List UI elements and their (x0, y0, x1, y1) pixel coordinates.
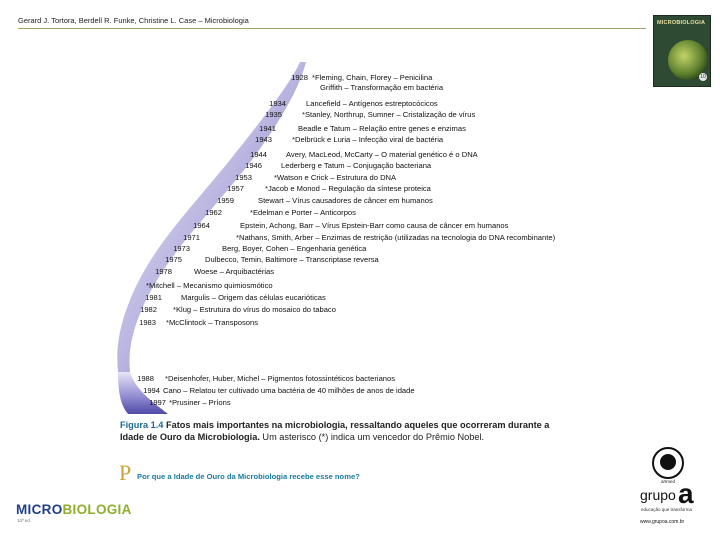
question-marker: P (119, 460, 132, 485)
timeline-event: *Nathans, Smith, Arber – Enzimas de restrição (utilizadas na tecnologia do DNA recombinante) (236, 233, 556, 242)
timeline-year: 1994 (143, 386, 160, 395)
timeline-year: 1935 (265, 110, 282, 119)
timeline-year: 1957 (227, 184, 244, 193)
artmed-seal-icon (652, 447, 684, 484)
timeline-year: 1983 (139, 318, 156, 327)
header-text: Gerard J. Tortora, Berdell R. Funke, Christine L. Case – Microbiologia (18, 16, 249, 25)
cover-edition-badge: 10 (700, 74, 706, 80)
timeline-year: 1971 (183, 233, 200, 242)
timeline-event: Epstein, Achong, Barr – Vírus Epstein-Barr como causa de câncer em humanos (240, 221, 509, 230)
brand-micro: MICRO (16, 502, 63, 517)
caption-label: Figura 1.4 (120, 420, 164, 430)
timeline-event: Berg, Boyer, Cohen – Engenharia genética (222, 244, 367, 253)
timeline-event: Avery, MacLeod, McCarty – O material genético é o DNA (286, 150, 478, 159)
timeline-event: Margulis – Origem das células eucarióticas (181, 293, 326, 302)
timeline-event: Dulbecco, Temin, Baltimore – Transcriptase reversa (205, 255, 379, 264)
timeline-event: Beadle e Tatum – Relação entre genes e enzimas (298, 124, 466, 133)
publisher-grupo: grupo (640, 487, 676, 503)
timeline-event: Lederberg e Tatum – Conjugação bacteriana (281, 161, 432, 170)
timeline-year: 1975 (165, 255, 182, 264)
brand-logo (16, 502, 132, 517)
timeline-event: *Edelman e Porter – Anticorpos (250, 208, 356, 217)
timeline-year: 1962 (205, 208, 222, 217)
timeline-event: *Klug – Estrutura do vírus do mosaico do tabaco (173, 305, 336, 314)
timeline-event: Woese – Arquibactérias (194, 267, 275, 276)
seal-inner (660, 454, 676, 470)
seal-text: artmed (660, 479, 675, 484)
figure-caption (120, 419, 560, 443)
timeline-year: 1934 (269, 99, 286, 108)
timeline-year: 1959 (217, 196, 234, 205)
timeline-event: Griffith – Transformação em bactéria (320, 83, 444, 92)
caption-plain: Um asterisco (*) indica um vencedor do Prêmio Nobel. (259, 432, 485, 442)
timeline-event: *Prusiner – Príons (169, 398, 231, 407)
timeline-event: Lancefield – Antígenos estreptocócicos (306, 99, 438, 108)
timeline-year: 1973 (173, 244, 190, 253)
timeline-event: *Mitchell – Mecanismo quimiosmótico (146, 281, 273, 290)
timeline-year: 1928 (291, 73, 308, 82)
timeline-event: Stewart – Vírus causadores de câncer em humanos (258, 196, 433, 205)
brand-bio: BIOLOGIA (62, 502, 132, 517)
question-text: Por que a Idade de Ouro da Microbiologia recebe esse nome? (137, 472, 360, 481)
timeline-year: 1941 (259, 124, 276, 133)
timeline-year: 1982 (140, 305, 157, 314)
timeline-year: 1943 (255, 135, 272, 144)
timeline-event: *Fleming, Chain, Florey – Penicilina (312, 73, 433, 82)
timeline-event: Cano – Relatou ter cultivado uma bactéria de 40 milhões de anos de idade (163, 386, 415, 395)
timeline-year: 1946 (245, 161, 262, 170)
timeline-event: *Deisenhofer, Huber, Michel – Pigmentos fotossintéticos bacterianos (165, 374, 396, 383)
publisher-tagline: educação que transforma (641, 507, 693, 512)
timeline-year: 1953 (235, 173, 252, 182)
caption-bold: Fatos mais importantes na microbiologia, ressaltando aqueles que ocorreram durante a Idade de Ouro da Microbiologia. (120, 420, 550, 442)
timeline-year: 1978 (155, 267, 172, 276)
timeline-event: *Jacob e Monod – Regulação da síntese proteica (265, 184, 431, 193)
timeline-event: *Watson e Crick – Estrutura do DNA (274, 173, 397, 182)
timeline-year: 1964 (193, 221, 210, 230)
timeline-event: *McClintock – Transposons (166, 318, 259, 327)
brand-edition: 10ª ed. (17, 518, 32, 523)
publisher-a: a (678, 478, 694, 509)
timeline-year: 1997 (149, 398, 166, 407)
publisher-url: www.grupoa.com.br (640, 519, 685, 525)
timeline-year: 1981 (145, 293, 162, 302)
cover-title: MICROBIOLOGIA (657, 20, 706, 26)
timeline-year: 1988 (137, 374, 154, 383)
timeline-event: *Stanley, Northrup, Sumner – Cristalização de vírus (302, 110, 476, 119)
timeline-event: *Delbrück e Luria – Infecção viral de bactéria (292, 135, 444, 144)
timeline-year: 1944 (250, 150, 267, 159)
